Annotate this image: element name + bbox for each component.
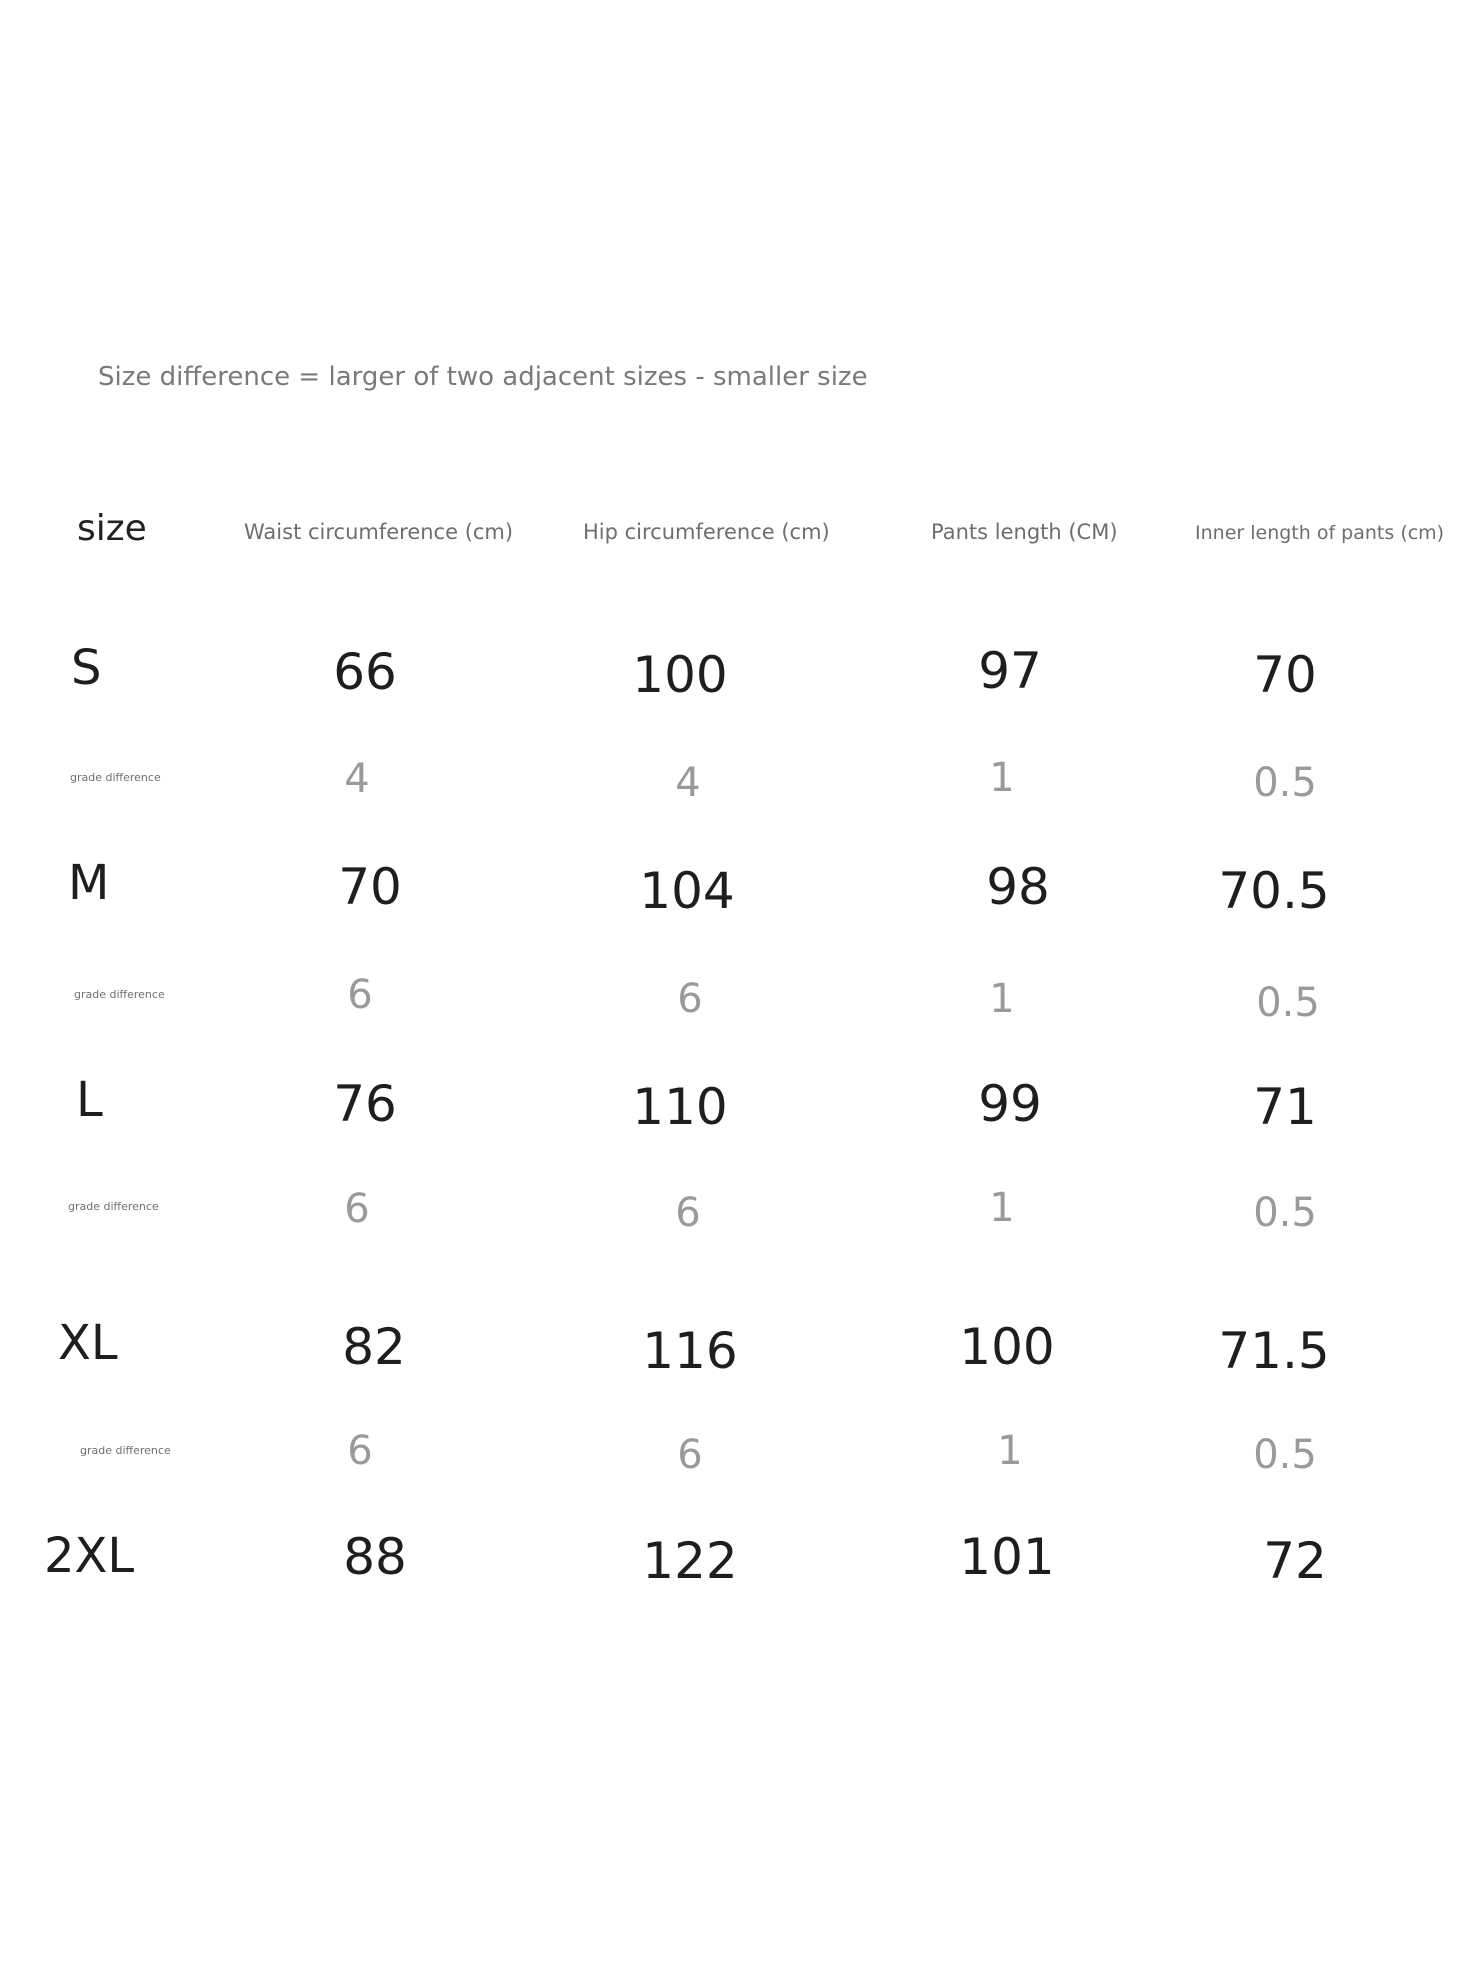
inner-length-value: 72 (1263, 1532, 1327, 1590)
header-size: size (77, 508, 147, 549)
inner-length-difference: 0.5 (1253, 760, 1317, 806)
waist-value: 70 (338, 858, 402, 916)
grade-difference-label: grade difference (74, 988, 165, 1001)
waist-difference: 6 (347, 1428, 373, 1474)
hip-value: 104 (639, 862, 735, 920)
hip-value: 110 (632, 1078, 728, 1136)
header-pants-length: Pants length (CM) (931, 520, 1118, 544)
pants-length-difference: 1 (989, 1185, 1015, 1231)
inner-length-value: 71.5 (1218, 1322, 1330, 1380)
waist-value: 82 (342, 1318, 406, 1376)
pants-length-value: 101 (959, 1528, 1055, 1586)
waist-difference: 4 (344, 756, 370, 802)
inner-length-difference: 0.5 (1253, 1432, 1317, 1478)
pants-length-value: 98 (986, 858, 1050, 916)
size-label: S (71, 640, 102, 696)
hip-difference: 4 (675, 760, 701, 806)
hip-value: 100 (632, 646, 728, 704)
hip-difference: 6 (677, 1432, 703, 1478)
waist-value: 76 (333, 1075, 397, 1133)
waist-difference: 6 (347, 972, 373, 1018)
pants-length-difference: 1 (989, 976, 1015, 1022)
inner-length-value: 70.5 (1218, 862, 1330, 920)
header-hip: Hip circumference (cm) (583, 520, 830, 544)
size-label: 2XL (44, 1528, 135, 1584)
size-label: M (68, 855, 110, 911)
hip-value: 116 (642, 1322, 738, 1380)
size-label: L (76, 1072, 103, 1128)
pants-length-value: 99 (978, 1075, 1042, 1133)
header-waist: Waist circumference (cm) (244, 520, 514, 544)
pants-length-difference: 1 (997, 1428, 1023, 1474)
size-label: XL (58, 1315, 118, 1371)
inner-length-difference: 0.5 (1256, 980, 1320, 1026)
pants-length-value: 97 (978, 642, 1042, 700)
pants-length-value: 100 (959, 1318, 1055, 1376)
hip-difference: 6 (677, 976, 703, 1022)
waist-value: 88 (343, 1528, 407, 1586)
waist-difference: 6 (344, 1186, 370, 1232)
inner-length-value: 70 (1253, 646, 1317, 704)
waist-value: 66 (333, 643, 397, 701)
size-difference-note: Size difference = larger of two adjacent sizes - smaller size (98, 362, 868, 392)
inner-length-value: 71 (1253, 1078, 1317, 1136)
hip-difference: 6 (675, 1190, 701, 1236)
hip-value: 122 (642, 1532, 738, 1590)
header-inner-length: Inner length of pants (cm) (1195, 522, 1445, 544)
grade-difference-label: grade difference (68, 1200, 159, 1213)
grade-difference-label: grade difference (80, 1444, 171, 1457)
pants-length-difference: 1 (989, 755, 1015, 801)
grade-difference-label: grade difference (70, 771, 161, 784)
inner-length-difference: 0.5 (1253, 1190, 1317, 1236)
